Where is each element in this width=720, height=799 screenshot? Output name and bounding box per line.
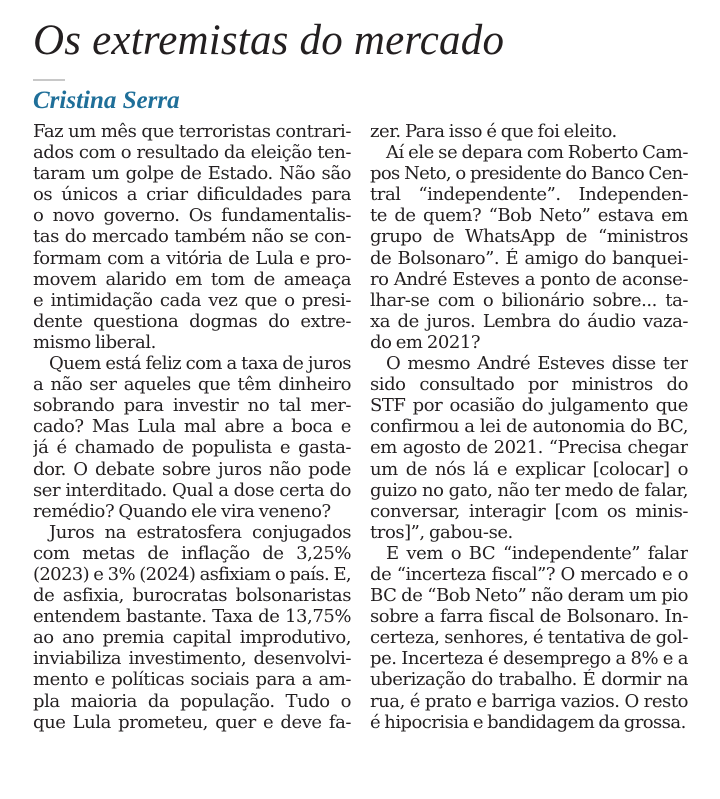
headline: Os extremistas do mercado — [33, 17, 505, 64]
text-line: sido consultado por ministros do — [370, 374, 688, 396]
text-line: tral “independente”. Independen- — [370, 184, 688, 206]
text-line: de asfixia, burocratas bolsonaristas — [33, 585, 351, 607]
headline-divider — [33, 79, 65, 81]
text-line: guizo no gato, não ter medo de falar, — [370, 479, 688, 501]
text-line: mento e políticas sociais para a am- — [33, 669, 351, 691]
text-line: mismo liberal. — [33, 331, 156, 353]
text-line: Juros na estratosfera conjugados — [49, 521, 351, 543]
text-line: ro André Esteves a ponto de aconse- — [370, 268, 688, 290]
text-line: E vem o BC “independente” falar — [386, 542, 688, 564]
text-line: do em 2021? — [370, 331, 481, 353]
text-line: de Bolsonaro”. É amigo do banquei- — [370, 247, 688, 269]
text-line: com metas de inflação de 3,25% — [33, 542, 351, 564]
text-line: pos Neto, o presidente do Banco Cen- — [370, 163, 688, 185]
text-line: é hipocrisia e bandidagem da grossa. — [370, 711, 686, 733]
text-line: tros]”, gabou-se. — [370, 521, 513, 543]
text-line: certeza, senhores, é tentativa de gol- — [370, 627, 688, 649]
text-line: entendem bastante. Taxa de 13,75% — [33, 606, 351, 628]
text-line: zer. Para isso é que foi eleito. — [370, 121, 617, 142]
text-line: Faz um mês que terroristas contrari- — [33, 121, 351, 142]
text-line: formam com a vitória de Lula e pro- — [33, 247, 351, 269]
text-line: ser interditado. Qual a dose certa do — [33, 479, 351, 501]
text-line: que Lula prometeu, quer e deve fa- — [33, 711, 351, 733]
text-line: pla maioria da população. Tudo o — [33, 690, 351, 712]
text-line: Aí ele se depara com Roberto Cam- — [386, 142, 688, 164]
text-line: ados com o resultado da eleição ten- — [33, 142, 351, 164]
article-column-right — [370, 121, 688, 733]
text-line: sobre a farra fiscal de Bolsonaro. In- — [370, 606, 688, 628]
text-line: o novo governo. Os fundamentalis- — [33, 205, 351, 227]
text-line: e intimidação cada vez que o presi- — [33, 289, 351, 311]
text-line: dor. O debate sobre juros não pode — [33, 458, 351, 480]
text-line: te de quem? “Bob Neto” estava em — [370, 205, 688, 227]
text-line: xa de juros. Lembra do áudio vaza- — [370, 310, 688, 332]
text-line: a não ser aqueles que têm dinheiro — [33, 374, 351, 396]
text-line: lhar-se com o bilionário sobre... ta- — [370, 289, 688, 311]
text-line: STF por ocasião do julgamento que — [370, 395, 688, 417]
text-line: de “incerteza fiscal”? O mercado e o — [370, 563, 688, 585]
text-line: BC de “Bob Neto” não deram um pio — [370, 585, 688, 607]
text-line: os únicos a criar dificuldades para — [33, 184, 351, 206]
text-line: ao ano premia capital improdutivo, — [33, 627, 351, 649]
text-line: uberização do trabalho. É dormir na — [370, 669, 688, 691]
text-line: sobrando para investir no tal mer- — [33, 395, 351, 417]
text-line: grupo de WhatsApp de “ministros — [370, 226, 688, 248]
text-line: inviabiliza investimento, desenvolvi- — [33, 648, 351, 670]
article-column-left — [33, 121, 351, 733]
text-line: um de nós lá e explicar [colocar] o — [370, 458, 688, 480]
text-line: remédio? Quando ele vira veneno? — [33, 500, 331, 522]
text-line: pe. Incerteza é desemprego a 8% e a — [370, 648, 688, 670]
text-line: já é chamado de populista e gasta- — [33, 437, 351, 459]
text-line: tas do mercado também não se con- — [33, 226, 351, 248]
text-line: rua, é prato e barriga vazios. O resto — [370, 690, 688, 712]
author-byline: Cristina Serra — [33, 87, 180, 114]
text-line: (2023) e 3% (2024) asfixiam o país. E, — [33, 563, 351, 585]
text-line: em agosto de 2021. “Precisa chegar — [370, 437, 688, 459]
text-line: cado? Mas Lula mal abre a boca e — [33, 416, 351, 438]
text-line: movem alarido em tom de ameaça — [33, 268, 351, 290]
text-line: dente questiona dogmas do extre- — [33, 310, 351, 332]
text-line: Quem está feliz com a taxa de juros — [49, 353, 351, 375]
text-line: O mesmo André Esteves disse ter — [386, 353, 688, 375]
text-line: confirmou a lei de autonomia do BC, — [370, 416, 688, 438]
text-line: conversar, interagir [com os minis- — [370, 500, 688, 522]
text-line: taram um golpe de Estado. Não são — [33, 163, 351, 185]
